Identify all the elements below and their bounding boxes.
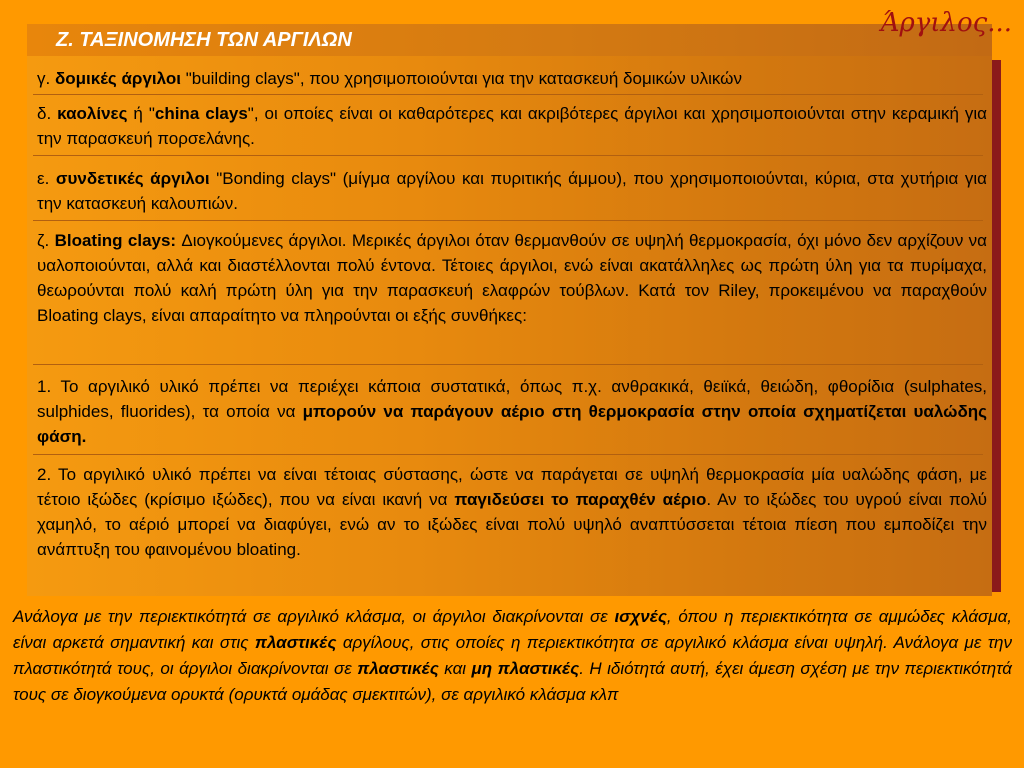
footer-text: αργίλους, στις οποίες η περιεκτικότητα σε αργιλικό κλάσμα είναι υψηλή. Ανάλογα με την πλαστικότητά τους, οι άργιλοι διακρίνονται σε: [13, 633, 1012, 678]
item-term: παγιδεύσει το παραχθέν αέριο: [454, 490, 707, 509]
item-text: . Αν το ιξώδες του υγρού είναι πολύ χαμηλό, το αέριό μπορεί να διαφύγει, ενώ αν το ιξώδες είναι πολύ υψηλό αναπτύσσεται τέτοια πίεση που εμποδίζει την ανάπτυξη του φαινομένου bloating.: [37, 490, 988, 559]
divider: [33, 220, 983, 221]
footer-text: , όπου η περιεκτικότητα σε αμμώδες κλάσμα, είναι αρκετά σημαντική και στις: [13, 607, 1013, 652]
footer-text: Ανάλογα με την περιεκτικότητά σε αργιλικό κλάσμα, οι άργιλοι διακρίνονται σε: [13, 607, 615, 626]
item-term: καολίνες: [57, 104, 128, 123]
item-kaolins: [37, 101, 987, 151]
item-text: 1. Το αργιλικό υλικό πρέπει να περιέχει κάποια συστατικά, όπως π.χ. ανθρακικά, θειϊκά, θειώδη, φθορίδια (sulphates, sulphides, fluorides), τα οποία να: [37, 377, 987, 421]
item-term: Bloating clays:: [54, 231, 177, 250]
item-prefix: ζ.: [37, 231, 55, 250]
footer-term: πλαστικές: [357, 659, 439, 678]
item-term: μπορούν να παράγουν αέριο στη θερμοκρασία στην οποία σχηματίζεται υαλώδης φάση.: [37, 402, 988, 446]
divider: [33, 94, 983, 95]
footer-paragraph: [13, 604, 1012, 708]
item-text: ", οι οποίες είναι οι καθαρότερες και ακριβότερες άργιλοι και χρησιμοποιούνται στην κεραμική για την παρασκευή πορσελάνης.: [37, 104, 987, 148]
footer-text: . Η ιδιότητά αυτή, έχει άμεση σχέση με την περιεκτικότητά τους σε διογκούμενα ορυκτά (ορυκτά ομάδας σμεκτιτών), σε αργιλικό κλάσμα κλπ: [13, 659, 1012, 704]
footer-term: μη πλαστικές: [471, 659, 580, 678]
content-panel: [27, 56, 992, 596]
condition-1: [37, 374, 987, 449]
section-title: Ζ. ΤΑΞΙΝΟΜΗΣΗ ΤΩΝ ΑΡΓΙΛΩΝ: [56, 29, 352, 51]
condition-2: [37, 462, 987, 562]
footer-term: πλαστικές: [254, 633, 337, 652]
item-prefix: ε.: [37, 169, 56, 188]
item-text: Διογκούμενες άργιλοι. Μερικές άργιλοι όταν θερμανθούν σε υψηλή θερμοκρασία, όχι μόνο δεν αρχίζουν να υαλοποιούνται, αλλά και διαστέλλονται πολύ έντονα. Τέτοιες άργιλοι, ενώ είναι ακατάλληλες ως πρώτη ύλη για τα πυρίμαχα, θεωρούνται πολύ καλή πρώτη ύλη για την παρασκευή ελαφρών τούβλων. Κατά τον Riley, προκειμένου να παραχθούν Bloating clays, είναι απαραίτητο να πληρούνται οι εξής συνθήκες:: [37, 231, 987, 325]
footer-term: ισχνές: [614, 607, 667, 626]
item-text: 2. Το αργιλικό υλικό πρέπει να είναι τέτοιας σύστασης, ώστε να παράγεται σε υψηλή θερμοκρασία μία υαλώδης φάση, με τέτοιο ιξώδες (κρίσιμο ιξώδες), που να είναι ικανή να: [37, 465, 987, 509]
item-prefix: δ.: [37, 104, 58, 123]
item-prefix: γ.: [37, 69, 55, 88]
item-term: συνδετικές άργιλοι: [55, 169, 210, 188]
item-text: "Bonding clays" (μίγμα αργίλου και πυριτικής άμμου), που χρησιμοποιούνται, κύρια, στα χυτήρια για την κατασκευή καλουπιών.: [37, 169, 988, 213]
footer-text: και: [438, 659, 472, 678]
divider: [33, 454, 983, 455]
item-text: ή ": [127, 104, 155, 123]
divider: [33, 364, 983, 365]
item-term: δομικές άργιλοι: [54, 69, 181, 88]
item-text: "building clays", που χρησιμοποιούνται για την κατασκευή δομικών υλικών: [180, 69, 742, 88]
divider: [33, 155, 983, 156]
item-bonding-clays: [37, 166, 987, 216]
item-term: china clays: [154, 104, 248, 123]
item-bloating-clays: [37, 228, 987, 328]
item-building-clays: [37, 66, 987, 91]
corner-title: Άργιλος...: [880, 8, 1012, 38]
